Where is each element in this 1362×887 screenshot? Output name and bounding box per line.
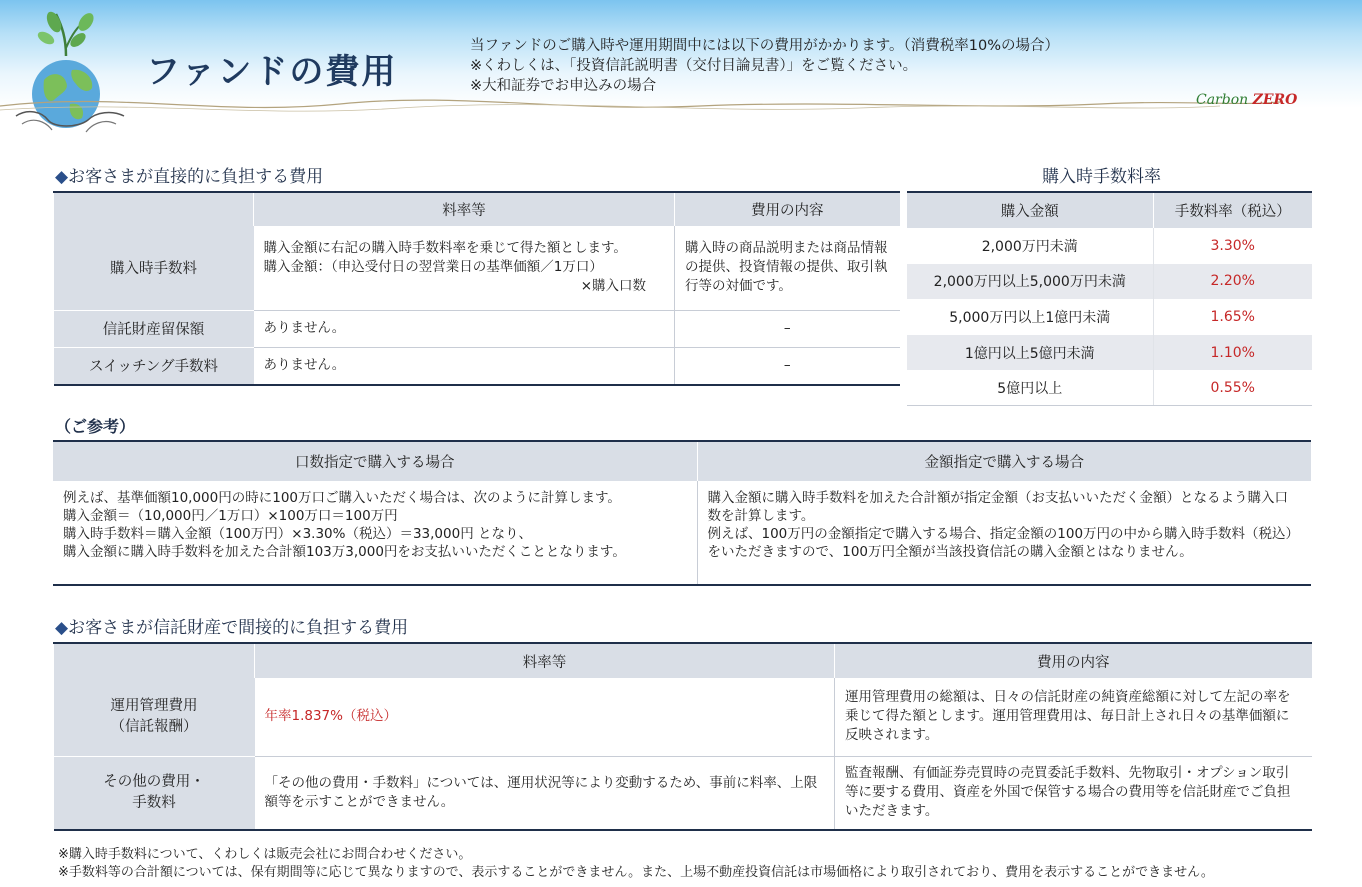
header-note: ※くわしくは、「投資信託説明書（交付目論見書）」をご覧ください。 [470,58,918,74]
rate-line: 購入金額に右記の購入時手数料率を乗じて得た額とします。 [263,240,627,257]
fee-rate-cell: 2.20% [1153,264,1312,300]
management-fee-content: 運用管理費用の総額は、日々の信託財産の純資産総額に対して左記の率を乗じて得た額とします。運用管理費用は、毎日計上され日々の基準価額に反映されます。 [835,678,1312,756]
indirect-cost-table [53,642,1312,831]
col-header-fee-rate: 手数料率（税込） [1153,192,1312,228]
carbon-prefix: Carbon [1196,92,1249,108]
trust-reserve-content: – [675,310,900,347]
amount-cell: 5,000万円以上1億円未満 [949,309,1111,326]
col-header-units: 口数指定で購入する場合 [53,441,697,481]
row-header-line: 運用管理費用 [110,697,198,714]
units-example [53,481,697,585]
rate-line: 購入金額：（申込受付日の翌営業日の基準価額／1万口） [263,259,603,276]
switching-fee-content: – [675,347,900,385]
row-header-trust-reserve: 信託財産留保額 [54,310,254,347]
switching-fee-rate: ありません。 [254,347,675,385]
col-header-amount: 購入金額 [907,192,1153,228]
amount-cell: 5億円以上 [907,370,1153,406]
example-line: 例えば、基準価額10,000円の時に100万口ご購入いただく場合は、次のように計算します。 [63,490,621,506]
corner-cell [54,192,254,226]
row-header-line: その他の費用・ [103,773,205,790]
fee-rate-cell: 3.30% [1153,228,1312,264]
carbon-suffix: ZERO [1252,92,1298,108]
purchase-fee-content: 購入時の商品説明または商品情報の提供、投資情報の提供、取引執行等の対価です。 [675,226,900,310]
row-header-switching-fee: スイッチング手数料 [54,347,254,385]
reference-heading: （ご参考） [55,417,136,436]
direct-cost-table [53,191,900,386]
amount-cell: 2,000万円未満 [981,238,1078,255]
amount-cell: 2,000万円以上5,000万円未満 [907,264,1153,300]
example-line: 購入金額に購入時手数料を加えた合計額103万3,000円をお支払いいただくこととなります。 [63,544,626,560]
row-header-purchase-fee: 購入時手数料 [54,226,254,310]
col-header-amount-spec: 金額指定で購入する場合 [697,441,1311,481]
row-header-management-fee [54,678,255,756]
direct-cost-heading [55,162,323,187]
row-header-other-fees [54,756,255,830]
header-banner [0,0,1362,135]
purchase-fee-rate-table [907,191,1312,406]
rate-table-title: 購入時手数料率 [1042,167,1161,187]
diamond-icon: ◆ [55,167,69,187]
fee-rate-cell: 1.10% [1153,335,1312,371]
header-note: ※大和証券でお申込みの場合 [470,78,657,94]
col-header-rate: 料率等 [255,643,835,678]
rate-line: ×購入口数 [580,278,646,295]
example-line: 購入金額＝（10,000円／1万口）×100万口＝100万円 [63,508,398,524]
header-wave-line [0,82,1362,132]
footnote: ※手数料等の合計額については、保有期間等に応じて異なりますので、表示することができません。また、上場不動産投資信託は市場価格により取引されており、費用を表示することができません。 [58,865,1214,880]
col-header-content: 費用の内容 [835,643,1312,678]
indirect-cost-heading [55,613,408,638]
page-title: ファンドの費用 [146,52,398,92]
header-note: 当ファンドのご購入時や運用期間中には以下の費用がかかります。（消費税率10%の場合） [470,38,1060,54]
fee-rate-cell: 1.65% [1153,299,1312,335]
diamond-icon: ◆ [55,618,69,638]
indirect-cost-heading-text: お客さまが信託財産で間接的に負担する費用 [68,618,409,638]
fee-rate-cell: 0.55% [1153,370,1312,406]
direct-cost-heading-text: お客さまが直接的に負担する費用 [68,167,324,187]
row-header-line: （信託報酬） [110,718,198,735]
footnotes [58,846,1214,882]
purchase-fee-rate [254,226,675,310]
example-line: 購入時手数料＝購入金額（100万円）×3.30%（税込）＝33,000円 となり、 [63,526,532,542]
other-fees-rate: 「その他の費用・手数料」については、運用状況等により変動するため、事前に料率、上限額等を示すことができません。 [255,756,835,830]
footnote: ※購入時手数料について、くわしくは販売会社にお問合わせください。 [58,847,472,862]
col-header-content: 費用の内容 [675,192,900,226]
row-header-line: 手数料 [132,794,176,811]
example-line: 購入金額に購入時手数料を加えた合計額が指定金額（お支払いいただく金額）となるよう購入口数を計算します。 [707,490,1288,524]
amount-cell: 1億円以上5億円未満 [907,335,1153,371]
example-line: 例えば、100万円の金額指定で購入する場合、指定金額の100万円の中から購入時手数料（税込）をいただきますので、100万円全額が当該投資信託の購入金額とはなりません。 [707,526,1300,560]
management-fee-rate: 年率1.837%（税込） [255,678,835,756]
amount-example [697,481,1311,585]
reference-table [53,440,1311,586]
trust-reserve-rate: ありません。 [254,310,675,347]
corner-cell [54,643,255,678]
other-fees-content: 監査報酬、有価証券売買時の売買委託手数料、先物取引・オプション取引等に要する費用、資産を外国で保管する場合の費用等を信託財産でご負担いただきます。 [835,756,1312,830]
carbon-zero-logo [1196,92,1297,108]
col-header-rate: 料率等 [254,192,675,226]
